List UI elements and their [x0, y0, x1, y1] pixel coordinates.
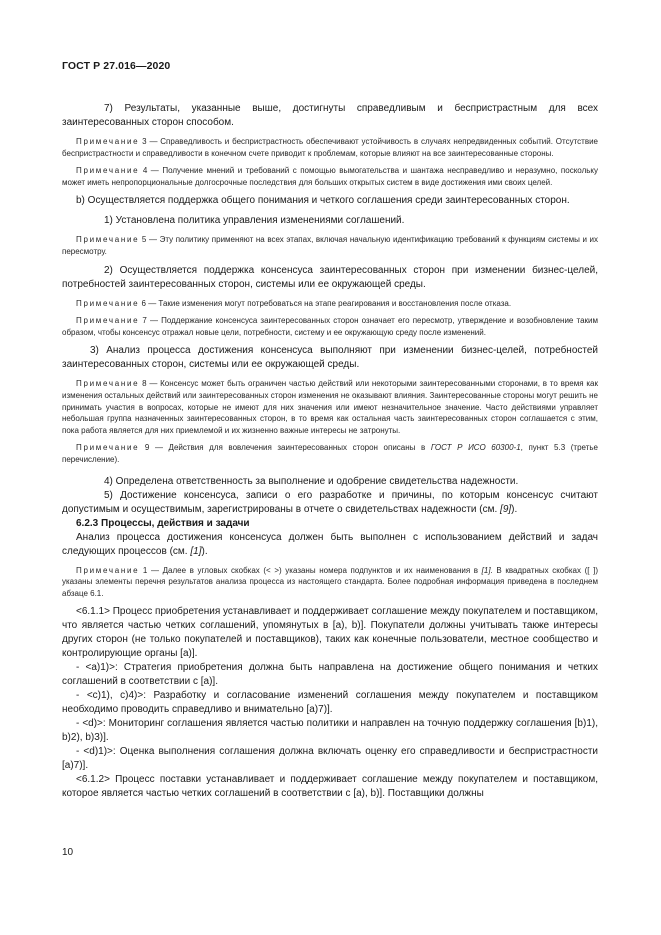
note: Примечание 3 — Справедливость и беспристрастность обеспечивают устойчивость в случаях непредвиденных событий. Отсутствие беспристрастности и справедливости в конечном счете приводит к проблемам, которые влияют на все заинтересованные стороны. — [62, 137, 598, 158]
paragraph: <6.1.1> Процесс приобретения устанавливает и поддерживает соглашение между покупателем и поставщиком, что является частью четких соглашений, упомянутых в [a), b)]. Покупатели должны учитывать также интересы других сторон (не только покупателей и поставщиков), таких как конечные пользователи, местное сообщество и контролирующие органы [a)]. — [62, 606, 598, 660]
paragraph: 4) Определена ответственность за выполнение и одобрение свидетельства надежности. — [104, 475, 519, 487]
paragraph: 7) Результаты, указанные выше, достигнуты справедливым и беспристрастным для всех заинтересованных сторон способом. — [62, 103, 598, 128]
document-header: ГОСТ Р 27.016—2020 — [62, 60, 171, 72]
note: Примечание 8 — Консенсус может быть ограничен частью действий или некоторыми заинтересованными сторонами, в то время как изменения остальных действий или заинтересованных сторон изменения не оказывают влияния. Заинтересованные стороны могут решить не принимать участия в вопросах, которые не имеют для них значения или имеют незначительное значение. Часто действиями управляет небольшая группа назначенных заинтересованных сторон, в то время как остальная часть заинтересованных сторон соглашается с этим, пока работа является для них приемлемой и их жизненно важные интересы не затронуты. — [62, 379, 598, 435]
note: Примечание 5 — Эту политику применяют на всех этапах, включая начальную идентификацию требований к функциям системы и их пересмотру. — [62, 235, 598, 256]
paragraph: Анализ процесса достижения консенсуса должен быть выполнен с использованием действий и задач следующих процессов (см. [1]). — [62, 531, 598, 557]
note: Примечание 4 — Получение мнений и требований с помощью вымогательства и шантажа несправедливо и неразумно, поскольку может иметь непропорциональные долгосрочные последствия для больших открытых систем в виде достижения ими своих целей. — [62, 166, 598, 187]
paragraph: <6.1.2> Процесс поставки устанавливает и поддерживает соглашение между покупателем и поставщиком, которое является частью четких соглашений в соответствии с [a), b)]. Поставщики должны — [62, 774, 598, 800]
section-heading: 6.2.3 Процессы, действия и задачи — [76, 517, 250, 529]
paragraph: 1) Установлена политика управления изменениями соглашений. — [104, 215, 405, 227]
page-number: 10 — [62, 847, 74, 858]
note: Примечание 7 — Поддержание консенсуса заинтересованных сторон означает его пересмотр, утверждение и возобновление таким образом, чтобы консенсус отражал новые цели, потребности, систему и ее окружающую среду после изменений. — [62, 316, 598, 337]
list-item: - <d)1)>: Оценка выполнения соглашения должна включать оценку его справедливости и беспристрастности [a)7)]. — [62, 746, 598, 772]
note: Примечание 1 — Далее в угловых скобках (< >) указаны номера подпунктов и их наименования в [1]. В квадратных скобках ([ ]) указаны элементы перечня результатов анализа процесса из настоящего стандарта. Более подробная информация приведена в последнем абзаце 6.1. — [62, 565, 598, 598]
note: Примечание 9 — Действия для вовлечения заинтересованных сторон описаны в ГОСТ Р ИСО 60300-1, пункт 5.3 (третье перечисление). — [62, 443, 599, 464]
page-body — [62, 60, 598, 801]
paragraph: 5) Достижение консенсуса, записи о его разработке и причины, по которым консенсус считают допустимым и осуществимым, зарегистрированы в отчете о свидетельствах надежности (см. [9]). — [62, 489, 598, 515]
list-item: - <a)1)>: Стратегия приобретения должна быть направлена на достижение общего понимания и четких соглашений в соответствии с [a)]. — [62, 662, 598, 688]
paragraph: b) Осуществляется поддержка общего понимания и четкого соглашения среди заинтересованных сторон. — [76, 195, 570, 207]
note: Примечание 6 — Такие изменения могут потребоваться на этапе реагирования и восстановления после отказа. — [76, 298, 512, 308]
list-item: - <c)1), c)4)>: Разработку и согласование изменений соглашения между покупателем и поставщиком необходимо проводить справедливо и внимательно [a)7)]. — [62, 690, 598, 716]
paragraph: 3) Анализ процесса достижения консенсуса выполняют при изменении бизнес-целей, потребностей заинтересованных сторон, системы или ее окружающей среды. — [62, 345, 598, 371]
paragraph: 2) Осуществляется поддержка консенсуса заинтересованных сторон при изменении бизнес-целей, потребностей заинтересованных сторон, системы или ее окружающей среды. — [62, 264, 598, 290]
list-item: - <d)>: Мониторинг соглашения является частью политики и направлен на точную поддержку соглашения [b)1), b)2), b)3)]. — [62, 718, 598, 744]
